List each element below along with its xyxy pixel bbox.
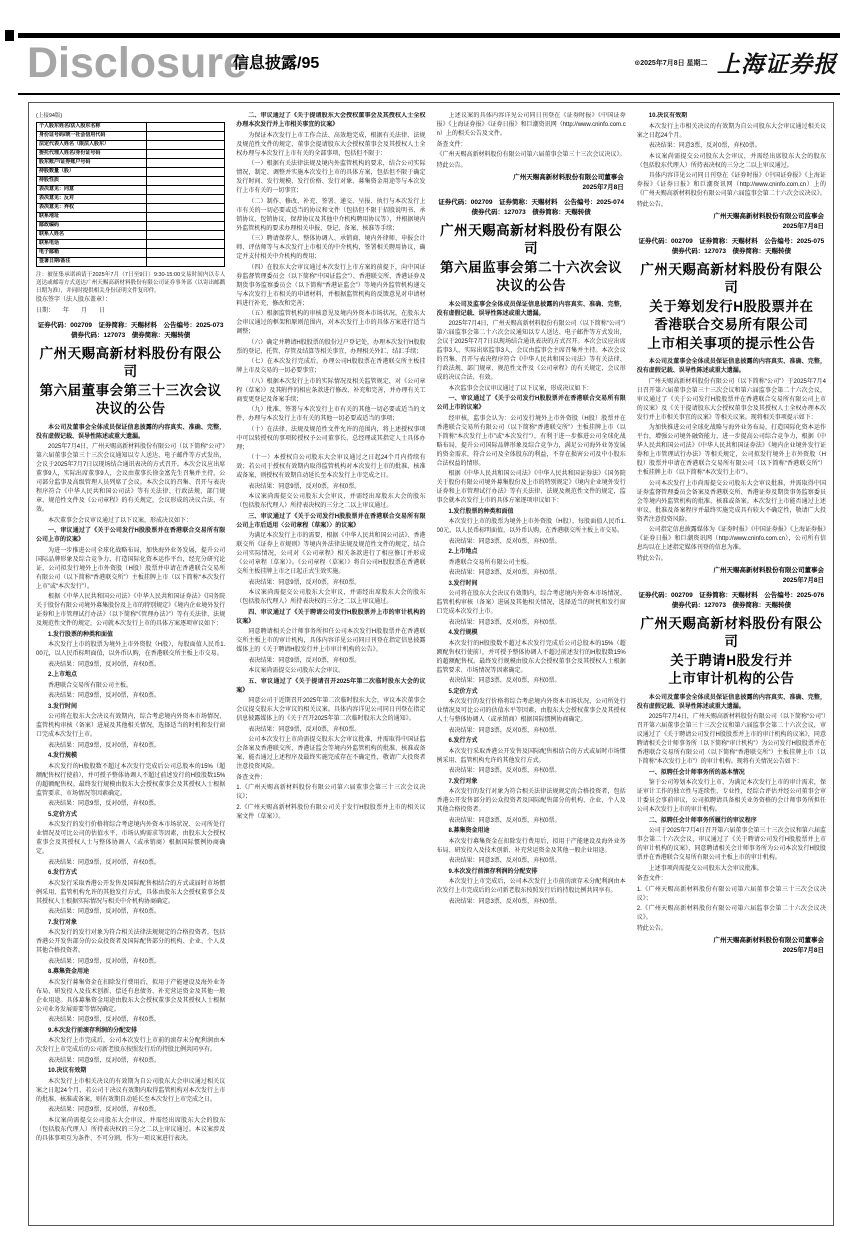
security-codes	[637, 237, 826, 258]
body-paragraph: 本次发行上市的股票为境外上市外资股（H股），每股面值人民币1.00元，以人民币标明面值，以外币认购，在香港联交所主板上市交易。	[36, 642, 226, 657]
sub-heading: 10.决议有效期	[648, 113, 688, 119]
body-paragraph: 特此公告。	[636, 925, 667, 932]
table-cell-value	[147, 221, 225, 230]
sub-heading: 8.募集资金用途	[48, 969, 90, 975]
title-line: 上市相关事项的提示性公告	[647, 335, 816, 351]
table-cell-label: 持股性质	[37, 176, 147, 185]
table-cell-value	[147, 194, 225, 203]
title-line: 关于聘请H股发行并	[670, 652, 793, 668]
body-paragraph: 1.《广州天赐高新材料股份有限公司第六届董事会第三十三次会议决议》；	[636, 886, 826, 902]
sub-heading: 2.上市地点	[448, 549, 478, 555]
signature-date: 2025年7月8日	[782, 946, 824, 954]
body-paragraph: 本次发行募集资金在扣除发行费用后，拟用于产能建设及海外业务布局、研发投入及技术创新、补充营运资金及其他一般企业用途。	[436, 838, 626, 854]
signature-block	[637, 212, 824, 232]
sub-heading: 3.发行时间	[48, 703, 78, 710]
table-cell-label: 身份证号码/统一社会信用代码	[37, 131, 147, 140]
body-paragraph: （六）确定并聘请H股股票的股份过户登记处，办理本次发行H股股票的登记、托管、存管及结算等相关事宜，办理相关外汇、结汇手续；	[236, 339, 426, 355]
header-rule	[18, 93, 840, 95]
continued-note: (上接94版)	[36, 113, 63, 119]
table-row	[37, 203, 225, 212]
title-line: 关于筹划发行H股股票并在	[649, 298, 814, 314]
section-heading: 三、审议通过了《关于公司发行H股股票并在香港联合交易所有限公司上市后适用〈公司章程（草案）〉的议案》	[236, 513, 426, 529]
body-paragraph: 具体内容详见公司同日刊登在《证券时报》《中国证券报》《上海证券报》《证券日报》和巨潮资讯网（http://www.cninfo.com.cn）上的《广州天赐高新材料股份有限公司第六届监事会第二十六次会议决议》。	[636, 173, 826, 197]
masthead-bar	[18, 33, 840, 38]
signature: 广州天赐高新材料股份有限公司董事会	[513, 173, 624, 181]
body-paragraph: （八）根据本次发行上市的实际情况及相关监管规定，对《公司章程（草案）》及其附件的相应条款进行修改、补充和完善，并办理有关工商变更登记及备案手续；	[236, 378, 426, 403]
body-paragraph: 特此公告。	[636, 201, 667, 208]
body-paragraph: 上述议案的具体内容详见公司同日刊登在《证券时报》《中国证券报》《上海证券报》《证券日报》和巨潮资讯网（http://www.cninfo.com.cn）上的相关公告及文件。	[436, 113, 626, 137]
sub-heading: 9.本次发行前滚存利润的分配安排	[48, 1027, 138, 1034]
table-cell-value	[147, 167, 225, 176]
sub-heading: 10.决议有效期	[48, 1068, 87, 1074]
table-cell-value	[147, 248, 225, 257]
body-paragraph: 公司将在股东大会决议有效期内，综合考虑境内外资本市场情况、监管机构审核（备案）进展及其他相关情况，选择适当的时机和发行窗口完成本次发行上市。	[36, 714, 226, 738]
body-paragraph: 为满足本次发行上市的需要，根据《中华人民共和国公司法》、香港联交所《证券上市规则》等境内外法律法规及规范性文件的规定，结合公司实际情况，公司对《公司章程》相关条款进行了相应修订并形成《公司章程（草案）》。《公司章程（草案）》将自公司H股股票在香港联交所主板挂牌上市之日起正式生效实施。	[236, 533, 426, 575]
masthead-disclosure: Disclosure	[27, 39, 247, 87]
title-line: 上市审计机构的公告	[668, 671, 795, 686]
announcement-title	[637, 261, 826, 354]
vote-result: 表决结果：同意9票，反对0票，弃权0票。	[48, 693, 161, 699]
body-paragraph: （十）在法律、法规及规范性文件允许的范围内，将上述授权事项中可以转授权的事项转授权予公司董事长、总经理或其指定人士具体办理；	[236, 426, 426, 451]
body-paragraph: 公司指定信息披露媒体为《证券时报》《中国证券报》《上海证券报》《证券日报》和巨潮资讯网（http://www.cninfo.com.cn），公司所有信息均以在上述指定媒体刊登的信息为准。	[636, 527, 826, 551]
header-right	[634, 46, 837, 79]
body-paragraph: 备查文件：	[436, 141, 467, 148]
sub-heading: 5.定价方式	[448, 688, 478, 695]
codes-line: 债券代码：127073 债券简称：天赐转债	[671, 248, 791, 255]
body-paragraph: 香港联合交易所有限公司主板。	[448, 559, 533, 566]
signature-date: 2025年7月8日	[782, 576, 824, 584]
codes-line: 证券代码：002709 证券简称：天赐材料 公告编号：2025-076	[638, 591, 825, 599]
body-paragraph: 本议案尚需提交公司股东大会审议。	[248, 668, 345, 674]
title-line: 广州天赐高新材料股份有限公司	[640, 615, 823, 649]
vote-result: 表决结果：同意3票，反对0票，弃权0票。	[448, 768, 561, 774]
body-paragraph: 本次发行上市完成后，公司本次发行上市前的滚存未分配利润由本次发行上市完成后的公司新老股东按照发行后的持股比例共同享有。	[36, 1038, 226, 1053]
announcement-title	[637, 615, 826, 689]
announcement-title	[437, 222, 626, 296]
body-paragraph: 公司将在股东大会决议有效期内，综合考虑境内外资本市场情况、监管机构审核（备案）进展及其他相关情况，选择适当的时机和发行窗口完成本次发行上市。	[436, 591, 626, 615]
body-paragraph: （二）制作、修改、补充、签署、递交、呈报、执行与本次发行上市有关的一切必要或适当的协议和文件（包括但不限于招股说明书、承销协议、包销协议、保荐协议及其他中介机构聘用协议等），并根据境内外监管机构的要求办理相关申报、登记、备案、核准等手续；	[236, 198, 426, 232]
vote-result: 表决结果：同意3票，反对0票，弃权0票。	[448, 538, 561, 545]
body-paragraph: 公司于2025年7月4日召开第六届董事会第三十三次会议和第六届监事会第二十六次会议，审议通过了《关于聘请公司发行H股股票并上市的审计机构的议案》，同意聘请相关会计师事务所为公司本次发行H股股票并在香港联合交易所有限公司主板上市的审计机构。	[636, 828, 826, 861]
table-row	[37, 257, 225, 266]
text-column-1	[36, 112, 225, 1216]
body-paragraph: 本议案尚需提交公司股东大会审议，并需经出席股东大会的股东（包括股东代理人）所持表决权的三分之二以上审议通过。本议案涉及的具体事项互为条件、不可分割，作为一项议案进行表决。	[36, 1117, 226, 1142]
table-cell-value	[147, 212, 225, 221]
body-paragraph: 2025年7月4日，广州天赐高新材料股份有限公司（以下简称“公司”）召开第六届董事会第三十三次会议和第六届监事会第二十六次会议，审议通过了《关于聘请公司发行H股股票并上市的审计机构的议案》，同意聘请相关会计师事务所（以下简称“审计机构”）为公司发行H股股票并在香港联合交易所有限公司（以下简称“香港联交所”）主板挂牌上市（以下简称“本次发行上市”）的审计机构。现将有关情况公告如下：	[636, 714, 826, 765]
table-cell-label: 邮政编码	[37, 221, 147, 230]
table-cell-label: 表决意见：弃权	[37, 203, 147, 212]
section-heading: 一、审议通过了《关于公司发行H股股票并在香港联合交易所有限公司上市的议案》	[436, 396, 626, 411]
codes-line: 证券代码：002709 证券简称：天赐材料 公告编号：2025-075	[638, 237, 825, 245]
table-cell-label: 联系地址	[37, 212, 147, 221]
body-paragraph: （四）在股东大会审议通过本次发行上市方案的前提下，向中国证券监督管理委员会（以下简称“中国证监会”）、香港联交所、香港证券及期货事务监察委员会（以下简称“香港证监会”）等境内外监管机构递交与本次发行上市相关的申请材料，并根据监管机构的反馈意见对申请材料进行补充、修改和完善；	[236, 264, 426, 307]
table-row	[37, 185, 225, 194]
body-paragraph: 2025年7月4日，广州天赐高新材料股份有限公司（以下简称“公司”）第六届董事会第三十三次会议通知以专人送达、电子邮件等方式发出，会议于2025年7月7日以现场结合通讯表决的方式召开。本次会议应出席董事9人，实际出席董事9人，会议由董事长徐金富先生召集并主持，公司部分监事及高级管理人员列席了会议。本次会议的召集、召开与表决程序符合《中华人民共和国公司法》等有关法律、行政法规、部门规章、规范性文件及《公司章程》的有关规定，会议形成的决议合法、有效。	[36, 444, 226, 513]
table-row	[37, 122, 225, 131]
table-cell-label: 电子邮箱	[37, 248, 147, 257]
security-codes	[36, 321, 225, 342]
sub-heading: 2.上市地点	[48, 672, 78, 678]
vote-result: 表决结果：同意9票，反对0票，弃权0票。	[248, 579, 361, 586]
section-title: 信息披露/95	[233, 55, 320, 72]
masthead-bar-cap	[5, 30, 14, 41]
sub-heading: 1.发行股票的种类和面值	[48, 631, 114, 638]
sub-heading: 4.发行规模	[448, 630, 478, 636]
vote-result: 表决结果：同意9票，反对0票，弃权0票。	[48, 909, 161, 915]
vote-result: 表决结果：同意9票，反对0票，弃权0票。	[248, 726, 361, 733]
body-paragraph: 同意公司于近期召开2025年第二次临时股东大会，审议本次董事会会议提交股东大会审议的相关议案。具体内容详见公司同日刊登在指定信息披露媒体上的《关于召开2025年第二次临时股东大会的通知》。	[236, 698, 426, 722]
body-paragraph: 同意聘请相关会计师事务所担任公司本次发行H股股票并在香港联交所主板上市的审计机构，具体内容详见公司同日刊登在指定信息披露媒体上的《关于聘请H股发行并上市审计机构的公告》。	[236, 629, 426, 653]
table-cell-value	[147, 257, 225, 266]
section-heading: 四、审议通过了《关于聘请公司发行H股股票并上市的审计机构的议案》	[236, 609, 426, 625]
signature-block	[637, 936, 824, 956]
body-paragraph: 本次监事会会议审议通过了以下议案，形成决议如下：	[448, 385, 593, 392]
body-paragraph: 本议案尚需提交公司股东大会审议，并需经出席股东大会的股东（包括股东代理人）所持表决权的三分之二以上审议通过。	[236, 590, 426, 605]
body-paragraph: 香港联合交易所有限公司主板。	[48, 682, 133, 689]
sub-heading: 6.发行方式	[448, 738, 478, 744]
table-row	[37, 167, 225, 176]
body-paragraph: 为保证本次发行上市工作合法、高效地完成，根据有关法律、法规及规范性文件的规定，董事会提请股东大会授权董事会及其授权人士全权办理与本次发行上市有关的全部事项，包括但不限于：	[236, 132, 426, 157]
table-row	[37, 140, 225, 149]
text-column-3	[437, 112, 626, 1216]
body-paragraph: （十一）本授权自公司股东大会审议通过之日起24个月内持续有效；若公司于授权有效期内取得监管机构对本次发行上市的批准、核准或备案，则授权有效期自动延长至本次发行上市完成之日。	[236, 455, 426, 479]
table-cell-label: 持股数量（股）	[37, 167, 147, 176]
section-heading: 二、拟聘任会计师事务所履行的审议程序	[648, 817, 757, 824]
body-paragraph: （三）聘请保荐人、整体协调人、承销商、境内外律师、申报会计师、评估师等与本次发行上市相关的中介机构，签署相关聘用协议，确定并支付相关中介机构的费用；	[236, 236, 426, 260]
body-paragraph: 1.《广州天赐高新材料股份有限公司第六届董事会第三十三次会议决议》；	[236, 785, 426, 800]
body-paragraph: 为加快推进公司全球化战略与海外业务布局，打造国际化资本运作平台，增强公司境外融资能力，进一步提高公司综合竞争力，根据《中华人民共和国公司法》《中华人民共和国证券法》《境内企业境外发行证券和上市管理试行办法》等相关规定，公司拟发行境外上市外资股（H股）股票并申请在香港联合交易所有限公司（以下简称“香港联交所”）主板挂牌上市（以下简称“本次发行上市”）。	[636, 425, 826, 476]
security-codes	[637, 591, 826, 612]
body-paragraph: 备查文件：	[636, 876, 667, 882]
table-cell-label: 联系人姓名	[37, 230, 147, 239]
sub-heading: 9.本次发行前滚存利润的分配安排	[448, 868, 538, 875]
title-line: 广州天赐高新材料股份有限公司	[39, 345, 222, 379]
proxy-form-table	[36, 122, 225, 267]
body-paragraph: 经审核，监事会认为：公司发行境外上市外资股（H股）股票并在香港联合交易所有限公司（以下简称“香港联交所”）主板挂牌上市（以下简称“本次发行上市”或“本次发行”），有利于进一步推进公司全球化战略布局，提升公司国际品牌形象及综合竞争力，满足公司海外业务发展的资金需求，符合公司及全体股东的利益，不存在损害公司及中小股东合法权益的情形。	[436, 415, 626, 467]
vote-result: 表决结果：同意9票，反对0票，弃权0票。	[248, 657, 361, 664]
vote-result: 表决结果：同意9票，反对0票，弃权0票。	[48, 801, 161, 807]
disclaimer: 本公司及董事会全体成员保证信息披露的内容真实、准确、完整，没有虚假记载、误导性陈述或重大遗漏。	[36, 424, 226, 440]
vote-result: 表决结果：同意9票，反对0票，弃权0票。	[48, 958, 161, 965]
section-heading: 二、审议通过了《关于提请股东大会授权董事会及其授权人士全权办理本次发行并上市相关事宜的议案》	[236, 113, 426, 128]
body-paragraph: 本次发行的发行价格将综合考虑境内外资本市场状况、公司所处行业情况及可比公司的估值水平、市场认购需求等因素，由股东大会授权董事会及其授权人士与整体协调人（或承销商）根据国际惯例协商确定。	[36, 822, 226, 855]
title-line: 第六届监事会第二十六次会议决议的公告	[440, 259, 623, 293]
body-paragraph: 广州天赐高新材料股份有限公司（以下简称“公司”）于2025年7月4日召开第六届董事会第三十三次会议和第六届监事会第二十六次会议，审议通过了《关于公司发行H股股票并在香港联合交易所有限公司上市的议案》及《关于提请股东大会授权董事会及其授权人士全权办理本次发行并上市相关事宜的议案》等相关议案。现将相关事项提示如下：	[636, 378, 826, 421]
sub-heading: 1.发行股票的种类和面值	[448, 508, 514, 515]
vote-result: 表决结果：同意3票，反对0票，弃权0票。	[448, 678, 561, 684]
vote-result: 表决结果：同意3票，反对0票，弃权0票。	[448, 727, 561, 734]
table-note: 注：被征集承诺函请于2025年7月（7日至9日）9:30-15:00交易时间内以专人送达或邮寄方式送达广州天赐高新材料股份有限公司证券事务部（以寄出邮戳日期为准），并同时提供相关身份证明文件复印件。	[36, 271, 226, 294]
body-paragraph: （九）批准、签署与本次发行上市有关的其他一切必要或适当的文件，办理与本次发行上市有关的其他一切必要或适当的事项；	[236, 407, 426, 422]
body-paragraph: 本次董事会会议审议通过了以下议案，形成决议如下：	[48, 517, 193, 524]
table-cell-label: 法定代表人姓名（限法人股东）	[37, 140, 147, 149]
vote-result: 表决结果：同意3票，反对0票，弃权0票。	[448, 858, 561, 864]
table-cell-value	[147, 140, 225, 149]
vote-result: 表决结果：同意3票，反对0票，弃权0票。	[448, 898, 561, 905]
table-row	[37, 149, 225, 158]
vote-result: 表决结果：同意9票，反对0票，弃权0票。	[48, 1107, 161, 1113]
table-cell-label: 委托代理人姓名/身份证号码	[37, 149, 147, 158]
sub-heading: 3.发行时间	[448, 580, 478, 587]
table-row	[37, 176, 225, 185]
title-line: 广州天赐高新材料股份有限公司	[640, 261, 823, 295]
body-paragraph: 本次发行的H股股数不超过本次发行完成后公司总股本的15%（超额配售权行使前），并可授予整体协调人不超过前述发行的H股股数15%的超额配售权。最终发行规模由股东大会授权董事会及其授权人士根据监管要求、市场情况等因素确定。	[36, 763, 226, 797]
sub-heading: 5.定价方式	[48, 811, 78, 818]
disclaimer: 本公司及董事会全体成员保证信息披露的内容真实、准确、完整，没有虚假记载、误导性陈述或重大遗漏。	[636, 359, 826, 374]
body-paragraph: 本议案尚需提交公司股东大会审议，并需经出席股东大会的股东（包括股东代理人）所持表决权的三分之二以上审议通过。	[236, 494, 426, 509]
signature-date: 2025年7月8日	[782, 222, 824, 230]
body-paragraph: 本次发行的H股股数不超过本次发行完成后公司总股本的15%（超额配售权行使前），并可授予整体协调人不超过前述发行的H股股数15%的超额配售权。最终发行规模由股东大会授权董事会及其授权人士根据监管要求、市场情况等因素确定。	[436, 640, 626, 674]
table-row	[37, 158, 225, 167]
body-paragraph: （一）根据有关法律法规及境内外监管机构的要求，结合公司实际情况，制定、调整并实施本次发行上市的具体方案，包括但不限于确定发行时间、发行规模、发行价格、发行对象、募集资金用途等与本次发行上市有关的一切事宜；	[236, 161, 426, 194]
table-cell-label: 表决意见：反对	[37, 194, 147, 203]
security-codes	[437, 198, 626, 219]
title-line: 香港联合交易所有限公司	[654, 317, 809, 332]
body-paragraph: 为进一步推进公司全球化战略布局，加快海外业务发展，提升公司国际品牌形象及综合竞争力，打造国际化资本运作平台，经充分研究论证，公司拟发行境外上市外资股（H股）股票并申请在香港联合交易所有限公司（以下简称“香港联交所”）主板挂牌上市（以下简称“本次发行上市”或“本次发行”）。	[36, 547, 226, 590]
table-cell-label: 联系电话	[37, 239, 147, 248]
body-paragraph: 公司本次发行上市尚需提交股东大会审议批准，并需取得中国证监会备案及香港联交所、香港证监会等境内外监管机构的批准、核准或备案，能否通过上述程序及最终实施完成存在不确定性，敬请广大投资者注意投资风险。	[236, 737, 426, 770]
table-cell-value	[147, 239, 225, 248]
section-heading: 一、审议通过了《关于公司发行H股股票并在香港联合交易所有限公司上市的议案》	[36, 528, 226, 543]
codes-line: 债券代码：127073 债券简称：天赐转债	[71, 332, 191, 339]
table-row	[37, 212, 225, 221]
newspaper-logo: 上海证券报	[717, 51, 837, 78]
section-heading: 一、拟聘任会计师事务所的基本情况	[648, 769, 745, 776]
vote-result: 表决结果：同意3票，反对0票，弃权0票。	[448, 570, 561, 576]
body-paragraph: 本次发行的发行对象为符合相关法律法规规定的合格投资者，包括香港公开发售部分的公众投资者及国际配售部分的机构、企业、个人及其他合格投资者。	[436, 789, 626, 813]
title-line: 第六届董事会第三十三次会议决议的公告	[39, 382, 222, 416]
table-cell-value	[147, 158, 225, 167]
table-cell-value	[147, 230, 225, 239]
title-line: 广州天赐高新材料股份有限公司	[440, 222, 623, 256]
codes-line: 证券代码：002709 证券简称：天赐材料 公告编号：2025-074	[438, 198, 624, 206]
signature: 广州天赐高新材料股份有限公司董事会	[713, 936, 824, 944]
body-paragraph: （五）根据监管机构的审核意见及境内外资本市场状况，在股东大会审议通过的框架和原则范围内，对本次发行上市的具体方案进行适当调整；	[236, 311, 426, 335]
table-row	[37, 194, 225, 203]
body-paragraph: 上述事项尚需提交公司股东大会审议批准。	[648, 865, 763, 872]
table-row	[37, 239, 225, 248]
body-paragraph: 鉴于公司筹划本次发行上市，为满足本次发行上市的审计需求，保证审计工作的独立性与连续性、专业性，经综合评估并经公司董事会审计委员会事前审议，公司拟聘请具备相关业务资格的会计师事务所担任公司本次发行上市的审计机构。	[636, 780, 826, 813]
table-cell-label: 个人股东姓名/法人股东名称	[37, 122, 147, 131]
table-cell-label: 股东账户/证券账户号码	[37, 158, 147, 167]
body-paragraph: 本次发行的发行价格将综合考虑境内外资本市场状况、公司所处行业情况及可比公司的估值水平等因素，由股东大会授权董事会及其授权人士与整体协调人（或承销商）根据国际惯例协商确定。	[436, 699, 626, 723]
sub-heading: 7.发行对象	[448, 778, 478, 785]
body-paragraph: 本次发行采取香港公开发售及国际配售相结合的方式或届时市场惯例采用、监管机构允许的其他发行方式。	[436, 748, 626, 764]
table-row	[37, 131, 225, 140]
signature-block	[437, 173, 624, 193]
sign-line: 股东签字（法人股东盖章）：	[36, 297, 112, 303]
body-paragraph: 2.《广州天赐高新材料股份有限公司第六届监事会第二十六次会议决议》。	[636, 906, 826, 921]
body-paragraph: 本次发行上市的股票为境外上市外资股（H股），每股面值人民币1.00元，以人民币标明面值，以外币认购，在香港联交所主板上市交易。	[436, 519, 626, 534]
vote-result: 表决结果：同意3票，反对0票，弃权0票。	[448, 817, 561, 824]
signature: 广州天赐高新材料股份有限公司董事会	[713, 566, 824, 574]
codes-line: 债券代码：127073 债券简称：天赐转债	[471, 209, 591, 216]
signature-date: 2025年7月8日	[582, 183, 624, 191]
table-row	[37, 230, 225, 239]
table-cell-value	[147, 149, 225, 158]
body-paragraph: 特此公告。	[636, 555, 667, 562]
vote-result: 表决结果：同意3票，反对0票，弃权0票。	[448, 619, 561, 626]
vote-result: 表决结果：同意9票，反对0票，弃权0票。	[48, 661, 161, 668]
publication-date: ⊙2025年7月8日 星期二	[634, 59, 708, 67]
body-paragraph: 本次发行上市相关决议的有效期为自公司股东大会审议通过相关议案之日起24个月，若公司于决议有效期内取得监管机构对本次发行上市的批准、核准或备案，则有效期自动延长至本次发行上市完成之日。	[36, 1078, 226, 1103]
codes-line: 证券代码：002709 证券简称：天赐材料 公告编号：2025-073	[37, 321, 224, 329]
body-paragraph: 本议案尚需提交公司股东大会审议，并需经出席股东大会的股东（包括股东代理人）所持表决权的三分之二以上审议通过。	[636, 153, 826, 169]
body-paragraph: 本次发行的发行对象为符合相关法律法规规定的合格投资者，包括香港公开发售部分的公众投资者及国际配售部分的机构、企业、个人及其他合格投资者。	[36, 930, 226, 954]
date-line: 日期： 年 月 日	[36, 307, 106, 314]
table-row	[37, 248, 225, 257]
sub-heading: 8.募集资金用途	[448, 828, 490, 834]
body-paragraph: 根据《中华人民共和国公司法》《中华人民共和国证券法》《国务院关于股份有限公司境外募集股份及上市的特别规定》《境内企业境外发行证券和上市管理试行办法》（以下简称“《管理办法》”）等有关法律、法规及规范性文件的规定，公司就本次发行上市的具体方案逐项审议如下：	[36, 594, 226, 627]
sub-heading: 4.发行规模	[48, 753, 78, 759]
body-paragraph: 《广州天赐高新材料股份有限公司第六届董事会第三十三次会议决议》。	[436, 152, 626, 158]
section-heading: 五、审议通过了《关于提请召开2025年第二次临时股东大会的议案》	[236, 678, 426, 694]
vote-result: 表决结果：同意9票，反对0票，弃权0票。	[248, 483, 361, 490]
table-cell-value	[147, 185, 225, 194]
body-paragraph: （七）在本次发行完成后，办理公司H股股票在香港联交所主板挂牌上市及交易的一切必要事宜；	[236, 359, 426, 374]
disclaimer: 本公司及监事会全体成员保证信息披露的内容真实、准确、完整，没有虚假记载、误导性陈述或重大遗漏。	[436, 301, 626, 317]
table-row	[37, 221, 225, 230]
codes-line: 债券代码：127073 债券简称：天赐转债	[671, 602, 791, 609]
sub-heading: 6.发行方式	[48, 870, 78, 876]
vote-result: 表决结果：同意9票，反对0票，弃权0票。	[48, 1017, 161, 1023]
table-cell-value	[147, 122, 225, 131]
body-paragraph: 本次发行采取香港公开发售及国际配售相结合的方式或届时市场惯例采用、监管机构允许的其他发行方式，具体由股东大会授权董事会及其授权人士根据实际情况与相关中介机构协商确定。	[36, 880, 226, 905]
columns-container	[36, 112, 826, 1216]
body-paragraph: 公司本次发行上市尚需提交公司股东大会审议批准，并需取得中国证券监督管理委员会备案及香港联交所、香港证券及期货事务监察委员会等境内外监管机构的批准、核准或备案。本次发行上市能否通过上述审议、批准及备案程序并最终实施完成具有较大不确定性，敬请广大投资者注意投资风险。	[636, 480, 826, 523]
body-paragraph: 本次发行上市完成后，公司本次发行上市前的滚存未分配利润由本次发行上市完成后的公司新老股东按照发行后的持股比例共同享有。	[436, 879, 626, 894]
content-frame	[28, 102, 834, 1226]
body-paragraph: 2.《广州天赐高新材料股份有限公司关于发行H股股票并上市的相关议案文件（草案）》。	[236, 804, 426, 820]
vote-result: 表决结果：同意3票，反对0票，弃权0票。	[648, 143, 761, 149]
disclaimer: 本公司及董事会全体成员保证信息披露的内容真实、准确、完整，没有虚假记载、误导性陈述或重大遗漏。	[636, 694, 826, 710]
vote-result: 表决结果：同意9票，反对0票，弃权0票。	[48, 1057, 161, 1064]
table-cell-value	[147, 176, 225, 185]
table-cell-label: 签署日期/备注	[37, 257, 147, 266]
announcement-title	[36, 345, 225, 419]
vote-result: 表决结果：同意9票，反对0票，弃权0票。	[48, 859, 161, 866]
vote-result: 表决结果：同意9票，反对0票，弃权0票。	[48, 742, 161, 749]
body-paragraph: 本次发行上市相关决议的有效期为自公司股东大会审议通过相关议案之日起24个月。	[636, 123, 826, 139]
body-paragraph: 特此公告。	[436, 162, 467, 169]
text-column-2	[236, 112, 425, 1216]
sub-heading: 7.发行对象	[48, 919, 78, 926]
signature-block	[637, 566, 824, 586]
signature: 广州天赐高新材料股份有限公司监事会	[713, 212, 824, 220]
table-cell-value	[147, 203, 225, 212]
table-cell-value	[147, 131, 225, 140]
table-cell-label: 表决意见：同意	[37, 185, 147, 194]
body-paragraph: 备查文件：	[236, 774, 267, 781]
text-column-4	[637, 112, 826, 1216]
body-paragraph: 2025年7月4日，广州天赐高新材料股份有限公司（以下简称“公司”）第六届监事会第二十六次会议通知以专人送达、电子邮件等方式发出，会议于2025年7月7日以现场结合通讯表决的方式召开。本次会议应出席监事3人，实际出席监事3人，会议由监事会主席召集并主持。本次会议的召集、召开与表决程序符合《中华人民共和国公司法》等有关法律、行政法规、部门规章、规范性文件及《公司章程》的有关规定，会议形成的决议合法、有效。	[436, 321, 626, 381]
body-paragraph: 根据《中华人民共和国公司法》《中华人民共和国证券法》《国务院关于股份有限公司境外募集股份及上市的特别规定》《境内企业境外发行证券和上市管理试行办法》等有关法律、法规及规范性文件的规定，监事会就本次发行上市的具体方案逐项审议如下：	[436, 471, 626, 504]
body-paragraph: 本次发行募集资金在扣除发行费用后，拟用于产能建设及海外业务布局、研发投入及技术创新、偿还有息债务、补充营运资金及其他一般企业用途。具体募集资金用途由股东大会授权董事会及其授权人士根据公司业务发展需要等情况确定。	[36, 979, 226, 1013]
